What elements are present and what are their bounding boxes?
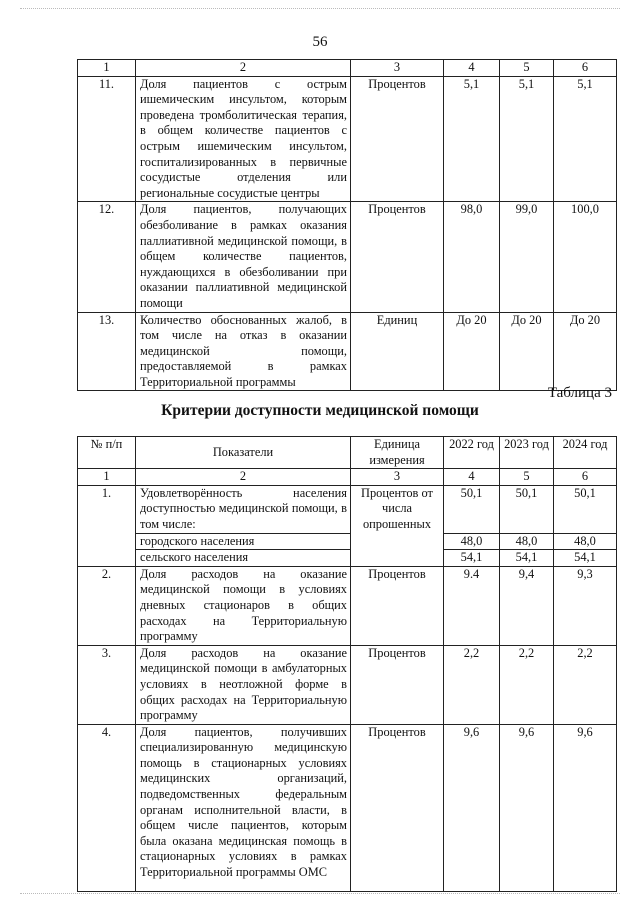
col-num: 3 (351, 60, 444, 77)
unit: Процентов (351, 645, 444, 724)
unit: Единиц (351, 312, 444, 391)
table-row (78, 202, 617, 312)
col-num: 2 (136, 60, 351, 77)
value-2022: 98,0 (444, 202, 500, 312)
table-row (78, 645, 617, 724)
header-2024: 2024 год (554, 437, 617, 469)
value-2023: 48,0 (500, 533, 554, 550)
unit: Процентов (351, 724, 444, 891)
value-2024: 5,1 (554, 76, 617, 202)
table-row (78, 76, 617, 202)
table-label: Таблица 3 (547, 385, 612, 401)
bottom-scan-edge (20, 893, 620, 894)
value-2024: 54,1 (554, 550, 617, 567)
value-2023: 54,1 (500, 550, 554, 567)
table-accessibility-criteria (77, 436, 617, 892)
value-2024: 2,2 (554, 645, 617, 724)
top-scan-edge (20, 8, 620, 9)
col-num: 1 (78, 60, 136, 77)
row-number: 4. (78, 724, 136, 891)
col-num: 2 (136, 469, 351, 486)
row-number: 13. (78, 312, 136, 391)
value-2024: 9,3 (554, 566, 617, 645)
unit: Процентов (351, 566, 444, 645)
unit: Процентов от числа опрошенных (351, 485, 444, 566)
col-num: 3 (351, 469, 444, 486)
col-num: 6 (554, 469, 617, 486)
table-row (78, 485, 617, 533)
indicator: Доля расходов на оказание медицинской помощи в амбулаторных условиях в неотложной форме в общих расходах на Территориальную программу (136, 645, 351, 724)
col-num: 6 (554, 60, 617, 77)
row-number: 11. (78, 76, 136, 202)
value-2024: 50,1 (554, 485, 617, 533)
value-2023: 50,1 (500, 485, 554, 533)
header-2023: 2023 год (500, 437, 554, 469)
unit: Процентов (351, 76, 444, 202)
indicator: Доля пациентов, получивших специализированную медицинскую помощь в стационарных условиях медицинских организаций, подведомственных федеральным органам исполнительной власти, в общем числе пациентов, которым была оказана медицинская помощь в стационарных условиях в рамках Территориальной программы ОМС (136, 724, 351, 891)
table-subrow (78, 550, 617, 567)
col-num: 4 (444, 60, 500, 77)
value-2023: 2,2 (500, 645, 554, 724)
value-2022: 48,0 (444, 533, 500, 550)
table2-header (78, 437, 617, 469)
col-num: 5 (500, 469, 554, 486)
value-2022: 50,1 (444, 485, 500, 533)
col-num: 5 (500, 60, 554, 77)
table1-column-numbers (78, 60, 617, 77)
value-2023: 9,4 (500, 566, 554, 645)
indicator: Доля пациентов, получающих обезболивание в рамках оказания паллиативной медицинской помощи, в общем количестве пациентов, нуждающихся в обезболивании при оказании паллиативной медицинской помощи (136, 202, 351, 312)
indicator: Доля расходов на оказание медицинской помощи в условиях дневных стационаров в общих расходах на Территориальную программу (136, 566, 351, 645)
header-num: № п/п (78, 437, 136, 469)
row-number: 2. (78, 566, 136, 645)
value-2023: До 20 (500, 312, 554, 391)
header-2022: 2022 год (444, 437, 500, 469)
value-2024: 48,0 (554, 533, 617, 550)
row-number: 12. (78, 202, 136, 312)
table-row (78, 312, 617, 391)
value-2022: 2,2 (444, 645, 500, 724)
value-2022: 9.4 (444, 566, 500, 645)
value-2023: 5,1 (500, 76, 554, 202)
table2-column-numbers (78, 469, 617, 486)
table-row (78, 724, 617, 891)
table-title: Критерии доступности медицинской помощи (161, 402, 479, 419)
header-unit: Единица измерения (351, 437, 444, 469)
value-2022: 9,6 (444, 724, 500, 891)
table-continuation (77, 59, 617, 391)
header-indicator: Показатели (136, 437, 351, 469)
unit: Процентов (351, 202, 444, 312)
value-2024: До 20 (554, 312, 617, 391)
indicator: Количество обоснованных жалоб, в том числе на отказ в оказании медицинской помощи, предоставляемой в рамках Территориальной программы (136, 312, 351, 391)
row-number: 1. (78, 485, 136, 566)
page-number: 56 (312, 34, 328, 50)
value-2022: До 20 (444, 312, 500, 391)
value-2023: 9,6 (500, 724, 554, 891)
value-2022: 54,1 (444, 550, 500, 567)
value-2024: 100,0 (554, 202, 617, 312)
value-2022: 5,1 (444, 76, 500, 202)
table-subrow (78, 533, 617, 550)
value-2024: 9,6 (554, 724, 617, 891)
col-num: 1 (78, 469, 136, 486)
row-number: 3. (78, 645, 136, 724)
value-2023: 99,0 (500, 202, 554, 312)
sub-indicator: городского населения (136, 533, 351, 550)
table-row (78, 566, 617, 645)
col-num: 4 (444, 469, 500, 486)
indicator: Доля пациентов с острым ишемическим инсультом, которым проведена тромболитическая терапия, в общем количестве пациентов с острым ишемическим инсультом, госпитализированных в первичные сосудистые отделения или региональные сосудистые центры (136, 76, 351, 202)
indicator: Удовлетворённость населения доступностью медицинской помощи, в том числе: (136, 485, 351, 533)
sub-indicator: сельского населения (136, 550, 351, 567)
